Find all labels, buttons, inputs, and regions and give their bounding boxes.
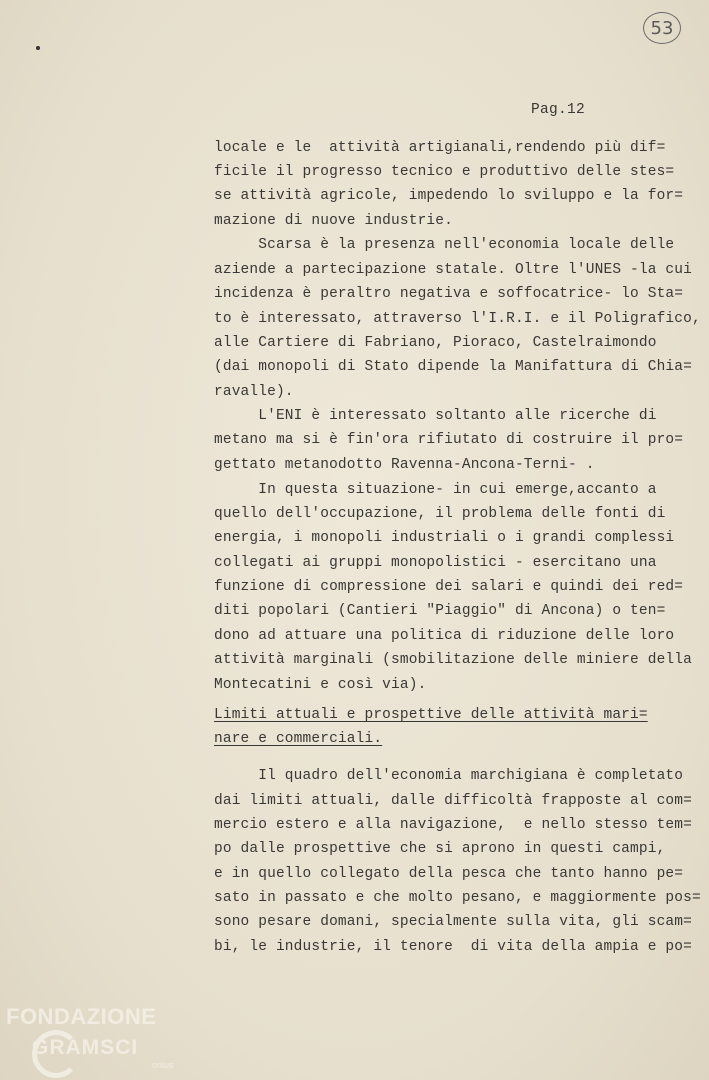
text-line: mercio estero e alla navigazione, e nello stesso tem= [214, 817, 692, 833]
text-line: energia, i monopoli industriali o i grandi complessi [214, 530, 675, 546]
text-line: metano ma si è fin'ora rifiutato di costruire il pro= [214, 432, 684, 448]
text-line: collegati ai gruppi monopolistici - esercitano una [214, 555, 657, 571]
text-line: Limiti attuali e prospettive delle attività mari= [214, 707, 648, 723]
text-line: gettato metanodotto Ravenna-Ancona-Terni- . [214, 457, 595, 473]
fondazione-gramsci-watermark [6, 1000, 186, 1080]
text-line: ravalle). [214, 384, 294, 400]
text-line: po dalle prospettive che si aprono in questi campi, [214, 841, 666, 857]
text-line: nare e commerciali. [214, 731, 383, 747]
text-line: Montecatini e così via). [214, 677, 427, 693]
text-line: diti popolari (Cantieri "Piaggio" di Ancona) o ten= [214, 603, 666, 619]
text-line: aziende a partecipazione statale. Oltre l'UNES -la cui [214, 262, 692, 278]
text-line: to è interessato, attraverso l'I.R.I. e il Poligrafico, [214, 311, 701, 327]
text-line: funzione di compressione dei salari e quindi dei red= [214, 579, 684, 595]
text-line: mazione di nuove industrie. [214, 213, 453, 229]
text-line: incidenza è peraltro negativa e soffocatrice- lo Sta= [214, 286, 684, 302]
text-line: sono pesare domani, specialmente sulla vita, gli scam= [214, 914, 692, 930]
text-line: alle Cartiere di Fabriano, Pioraco, Castelraimondo [214, 335, 657, 351]
text-line: Il quadro dell'economia marchigiana è completato [214, 768, 684, 784]
text-line: se attività agricole, impedendo lo sviluppo e la for= [214, 188, 684, 204]
text-line: Scarsa è la presenza nell'economia locale delle [214, 237, 675, 253]
text-line: (dai monopoli di Stato dipende la Manifattura di Chia= [214, 359, 692, 375]
text-line: quello dell'occupazione, il problema delle fonti di [214, 506, 666, 522]
page-number: Pag.12 [531, 102, 586, 118]
text-line: attività marginali (smobilitazione delle miniere della [214, 652, 692, 668]
text-line: dono ad attuare una politica di riduzione delle loro [214, 628, 675, 644]
archive-page-stamp: 53 [643, 12, 681, 44]
watermark-line-1: FONDAZIONE [6, 1004, 157, 1029]
watermark-line-2: GRAMSCI [32, 1036, 139, 1059]
text-line: sato in passato e che molto pesano, e maggiormente pos= [214, 890, 701, 906]
text-line: locale e le attività artigianali,rendendo più dif= [214, 140, 666, 156]
text-line: bi, le industrie, il tenore di vita della ampia e po= [214, 939, 692, 955]
text-line: dai limiti attuali, dalle difficoltà frapposte al com= [214, 793, 692, 809]
punch-mark [36, 46, 40, 50]
text-line: e in quello collegato della pesca che tanto hanno pe= [214, 866, 684, 882]
text-line: ficile il progresso tecnico e produttivo delle stes= [214, 164, 675, 180]
text-line: L'ENI è interessato soltanto alle ricerche di [214, 408, 657, 424]
watermark-line-3: onlus [152, 1060, 174, 1070]
text-line: In questa situazione- in cui emerge,accanto a [214, 482, 657, 498]
